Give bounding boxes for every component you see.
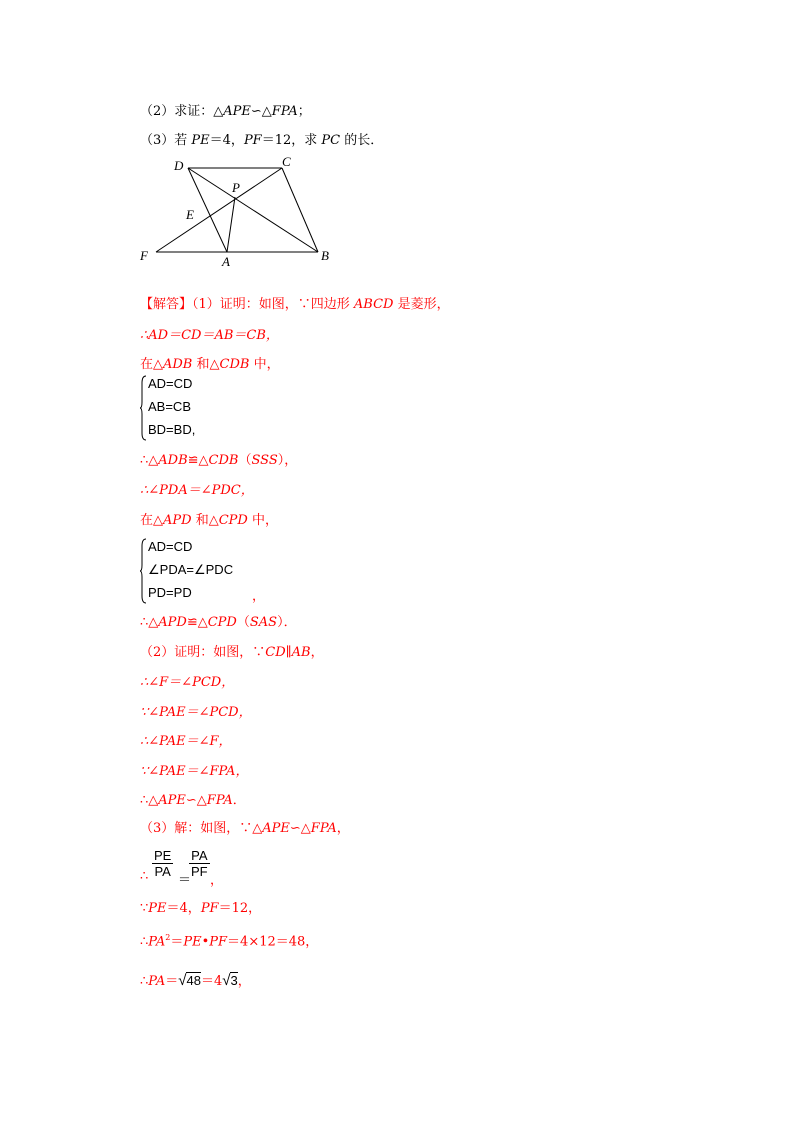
s14-fpa: FPA: [310, 821, 337, 836]
s6-c: 中，: [247, 513, 278, 528]
s14-c: ，: [336, 821, 350, 836]
s18-radicand-48: 48: [186, 973, 201, 988]
s7-b: ≌△: [186, 615, 208, 630]
fraction-1-numerator: PE: [154, 848, 172, 863]
label-d: D: [174, 158, 184, 173]
s17-pe: PE: [183, 934, 202, 950]
s17-a: ∴: [140, 934, 149, 950]
s7-d: ）．: [277, 615, 297, 630]
question-2: [140, 103, 311, 121]
q2-tri-b: FPA: [271, 104, 298, 119]
s18-eq2: ＝4: [200, 974, 223, 989]
segment-fc: [156, 168, 282, 252]
q3-pc: PC: [321, 133, 341, 148]
fraction-2-denominator: PF: [191, 864, 208, 879]
q3-eq2: ＝12，求: [261, 133, 322, 148]
solution-line-3: [140, 356, 280, 374]
s7-c: （: [236, 615, 250, 630]
sys2-row-2: ∠PDA=∠PDC: [148, 562, 234, 577]
solution-line-6: [140, 512, 278, 530]
s4-sss: SSS: [251, 453, 278, 468]
s17-dot: •: [201, 934, 210, 950]
sys2-row-3: PD=PD: [148, 585, 192, 600]
s3-c: 中，: [249, 357, 280, 372]
solution-line-16: [140, 900, 261, 918]
s4-d: ），: [277, 453, 298, 468]
label-p: P: [232, 180, 240, 195]
q2-end: ；: [297, 104, 311, 119]
label-a: A: [222, 254, 230, 269]
s15-comma: ，: [210, 873, 224, 888]
s7-apd: APD: [158, 615, 187, 630]
s8-a: （2）证明：如图，∵: [140, 645, 266, 660]
s1-end: 是菱形，: [393, 297, 450, 312]
s15-eq: ＝: [178, 873, 192, 888]
s7-sas: SAS: [249, 615, 278, 630]
s1-text: （1）证明：如图，∵四边形: [192, 297, 354, 312]
q3-eq1: ＝4，: [209, 133, 244, 148]
s13-ape: APE: [158, 793, 186, 808]
s3-b: 和△: [192, 357, 220, 372]
s6-apd: APD: [163, 513, 192, 528]
s4-b: ≌△: [187, 453, 209, 468]
s14-ape: APE: [262, 821, 290, 836]
s7-a: ∴△: [140, 615, 159, 630]
s18-pa: PA: [148, 974, 166, 989]
s8-b: ，: [310, 645, 324, 660]
q3-end: 的长．: [340, 133, 384, 148]
label-f: F: [140, 248, 148, 263]
solution-line-13: [140, 792, 246, 810]
solution-line-1: [140, 296, 450, 314]
s6-b: 和△: [191, 513, 219, 528]
s3-cdb: CDB: [219, 357, 250, 372]
q2-similar: ∽△: [250, 104, 272, 119]
s18-a: ∴: [140, 974, 149, 989]
fraction-2-numerator: PA: [191, 848, 208, 863]
q2-prefix: （2）求证：△: [140, 104, 224, 119]
s16-a: ∵: [140, 901, 149, 916]
s17-c: ＝4×12＝48，: [227, 934, 319, 950]
q3-prefix: （3）若: [140, 133, 192, 148]
sys1-row-1: AD=CD: [148, 376, 193, 391]
solution-line-5: ∴∠PDA＝∠PDC，: [140, 483, 254, 498]
question-3: [140, 132, 383, 150]
s3-adb: ADB: [163, 357, 193, 372]
solution-line-11: ∴∠PAE＝∠F，: [140, 734, 232, 749]
segment-pa: [227, 197, 235, 252]
solution-line-2: ∴AD＝CD＝AB＝CB，: [140, 328, 279, 343]
label-b: B: [321, 248, 329, 263]
s18-radicand-3: 3: [230, 973, 238, 988]
fraction-pa-pf: [189, 848, 210, 879]
s6-cpd: CPD: [218, 513, 248, 528]
segment-cb: [282, 168, 318, 252]
s4-cdb: CDB: [208, 453, 239, 468]
brace-icon: [140, 538, 146, 604]
s1-abcd: ABCD: [353, 297, 394, 312]
s18-end: ，: [237, 974, 251, 989]
s15-therefore: ∴: [140, 869, 149, 884]
fraction-1-denominator: PA: [154, 864, 171, 879]
s14-b: ∽△: [289, 821, 311, 836]
fraction-pe-pa: [152, 848, 173, 879]
s13-c: ．: [232, 793, 246, 808]
s4-a: ∴△: [140, 453, 159, 468]
s16-c: ＝12，: [218, 901, 262, 916]
solution-line-10: ∵∠PAE＝∠PCD，: [140, 705, 252, 720]
label-c: C: [282, 154, 291, 169]
answer-tag: 【解答】: [140, 297, 193, 312]
q2-tri-a: APE: [223, 104, 251, 119]
sys2-comma: ，: [252, 589, 266, 604]
s13-fpa: FPA: [206, 793, 233, 808]
solution-line-12: ∵∠PAE＝∠FPA，: [140, 764, 249, 779]
s17-pa: PA: [148, 934, 166, 950]
s17-sup: 2: [165, 933, 171, 942]
q3-pf: PF: [243, 133, 262, 148]
s4-adb: ADB: [158, 453, 188, 468]
solution-line-17: [140, 929, 318, 951]
s17-b: ＝: [170, 934, 184, 950]
s13-b: ∽△: [185, 793, 207, 808]
s8-cdab: CD∥AB: [265, 645, 311, 660]
s14-a: （3）解：如图，∵△: [140, 821, 263, 836]
solution-line-7: [140, 614, 297, 632]
brace-icon: [140, 375, 146, 441]
solution-line-18: [140, 972, 251, 991]
s17-pf: PF: [209, 934, 228, 950]
q3-pe: PE: [191, 133, 210, 148]
sys2-row-1: AD=CD: [148, 539, 193, 554]
s18-eq1: ＝: [165, 974, 179, 989]
sqrt-icon: √: [178, 972, 187, 989]
geometry-figure: [135, 150, 345, 270]
s6-a: 在△: [140, 513, 163, 528]
s3-a: 在△: [140, 357, 163, 372]
solution-line-9: ∴∠F＝∠PCD，: [140, 675, 235, 690]
s7-cpd: CPD: [207, 615, 237, 630]
solution-line-4: [140, 452, 297, 470]
solution-line-14: [140, 820, 350, 838]
s13-a: ∴△: [140, 793, 159, 808]
sqrt-icon: √: [222, 972, 231, 989]
label-e: E: [186, 207, 194, 222]
sys1-row-2: AB=CB: [148, 399, 191, 414]
s4-c: （: [238, 453, 252, 468]
s16-pe: PE: [148, 901, 167, 916]
solution-line-8: [140, 644, 324, 662]
s16-b: ＝4，: [166, 901, 201, 916]
s16-pf: PF: [200, 901, 219, 916]
sys1-row-3: BD=BD,: [148, 422, 196, 437]
